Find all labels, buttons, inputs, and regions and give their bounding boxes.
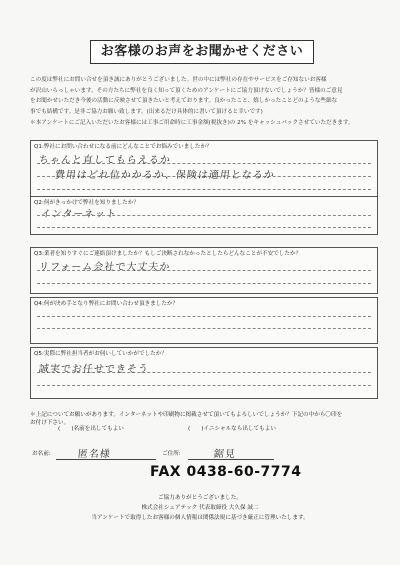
address-label: ご住所: (162, 451, 181, 457)
name-address-row (32, 445, 277, 460)
question-4-box (30, 297, 378, 344)
question-1-answer-line-2: 費用はどれ位かかるか、保険は適用となるか (54, 170, 276, 181)
page-title: お客様のお声をお聞かせください (90, 40, 314, 64)
company-signature: 株式会社シェアテック 代表取締役 大久保 誠二 (141, 505, 259, 511)
question-1-answer-line-1: ちゃんと直してもらえるか (38, 155, 172, 166)
answer-line (37, 227, 371, 228)
consent-line: ＊上記についてお願いがあります。インターネットや印刷物に掲載させて頂いてもよろしいでしょうか？下記の中から〇印を (30, 412, 343, 418)
answer-line (37, 385, 371, 386)
intro-line: が沢山いらっしゃいます。その方たちに弊社を良く知って頂くためのアンケートにご協力頂けないでしょうか？皆様のご意見 (30, 87, 343, 94)
question-3-box (30, 247, 378, 294)
cashback-note: ＊本アンケートにご記入いただいたお客様には工事ご用命時に工事金額(税抜き)の 2% をキャッシュバックさせていただきます。 (30, 120, 354, 126)
name-underline (56, 459, 156, 460)
question-1-label: Q1:弊社にお問い合わせになる前にどんなことでお悩みでいましたか？ (34, 144, 212, 150)
intro-line: をお聞かせいただき今後の活動に反映させて頂きたいと考えております。良かったこと、嬉しかったことどのような些細な (30, 98, 338, 104)
intro-line: この度は弊社にお問い合せを頂き誠にありがとうございました。世の中には弊社の存在やサービスをご存知ないお客様 (30, 77, 327, 83)
question-5-answer: 誠実でお任せできそう (38, 364, 150, 375)
question-3-answer: リフォーム会社で大丈夫か (38, 262, 171, 273)
intro-line: 事でも結構です。是非ご協力お願い致します。(出来るだけ具体的に書いて頂けると幸いです) (30, 108, 263, 115)
fax-number: FAX 0438-60-7774 (150, 464, 302, 480)
question-5-label: Q5:実際に弊社担当者がお伺いしていかがでしたか？ (34, 351, 167, 357)
question-2-label: Q2:何がきっかけで弊社を知りましたか？ (34, 200, 139, 206)
option-name-ok[interactable]: ( )名前を出してもよい (58, 426, 124, 432)
option-initials-ok[interactable]: ( )イニシャルなら出してもよい (188, 426, 276, 432)
intro-text (30, 75, 380, 129)
answer-line (37, 283, 371, 284)
answer-line (37, 328, 371, 329)
question-2-box (30, 196, 378, 235)
question-2-answer: インターネット (40, 209, 118, 220)
name-value: 匿名様 (77, 449, 112, 460)
address-underline (188, 459, 274, 460)
address-value: 鋸見 (213, 449, 237, 460)
consent-line: お付け下さい。 (30, 420, 70, 426)
privacy-note: 当アンケートで取得したお客様の個人情報は関係法規に基づき厳正に管理いたします。 (91, 515, 309, 521)
thanks-text: ご協力ありがとうございました。 (158, 495, 242, 501)
question-3-label: Q3:業者を知りすぐにご連絡頂けましたか？もしご決断されなかったとしたらどんなことが不安でしたか？ (34, 251, 302, 257)
question-5-box (30, 347, 378, 399)
answer-line (37, 189, 371, 190)
answer-line (37, 316, 371, 317)
question-4-label: Q4:何が決め手となり弊社にお問い合わせ頂きましたか？ (34, 301, 179, 307)
question-1-box (30, 140, 378, 197)
name-label: お名前: (32, 451, 51, 457)
